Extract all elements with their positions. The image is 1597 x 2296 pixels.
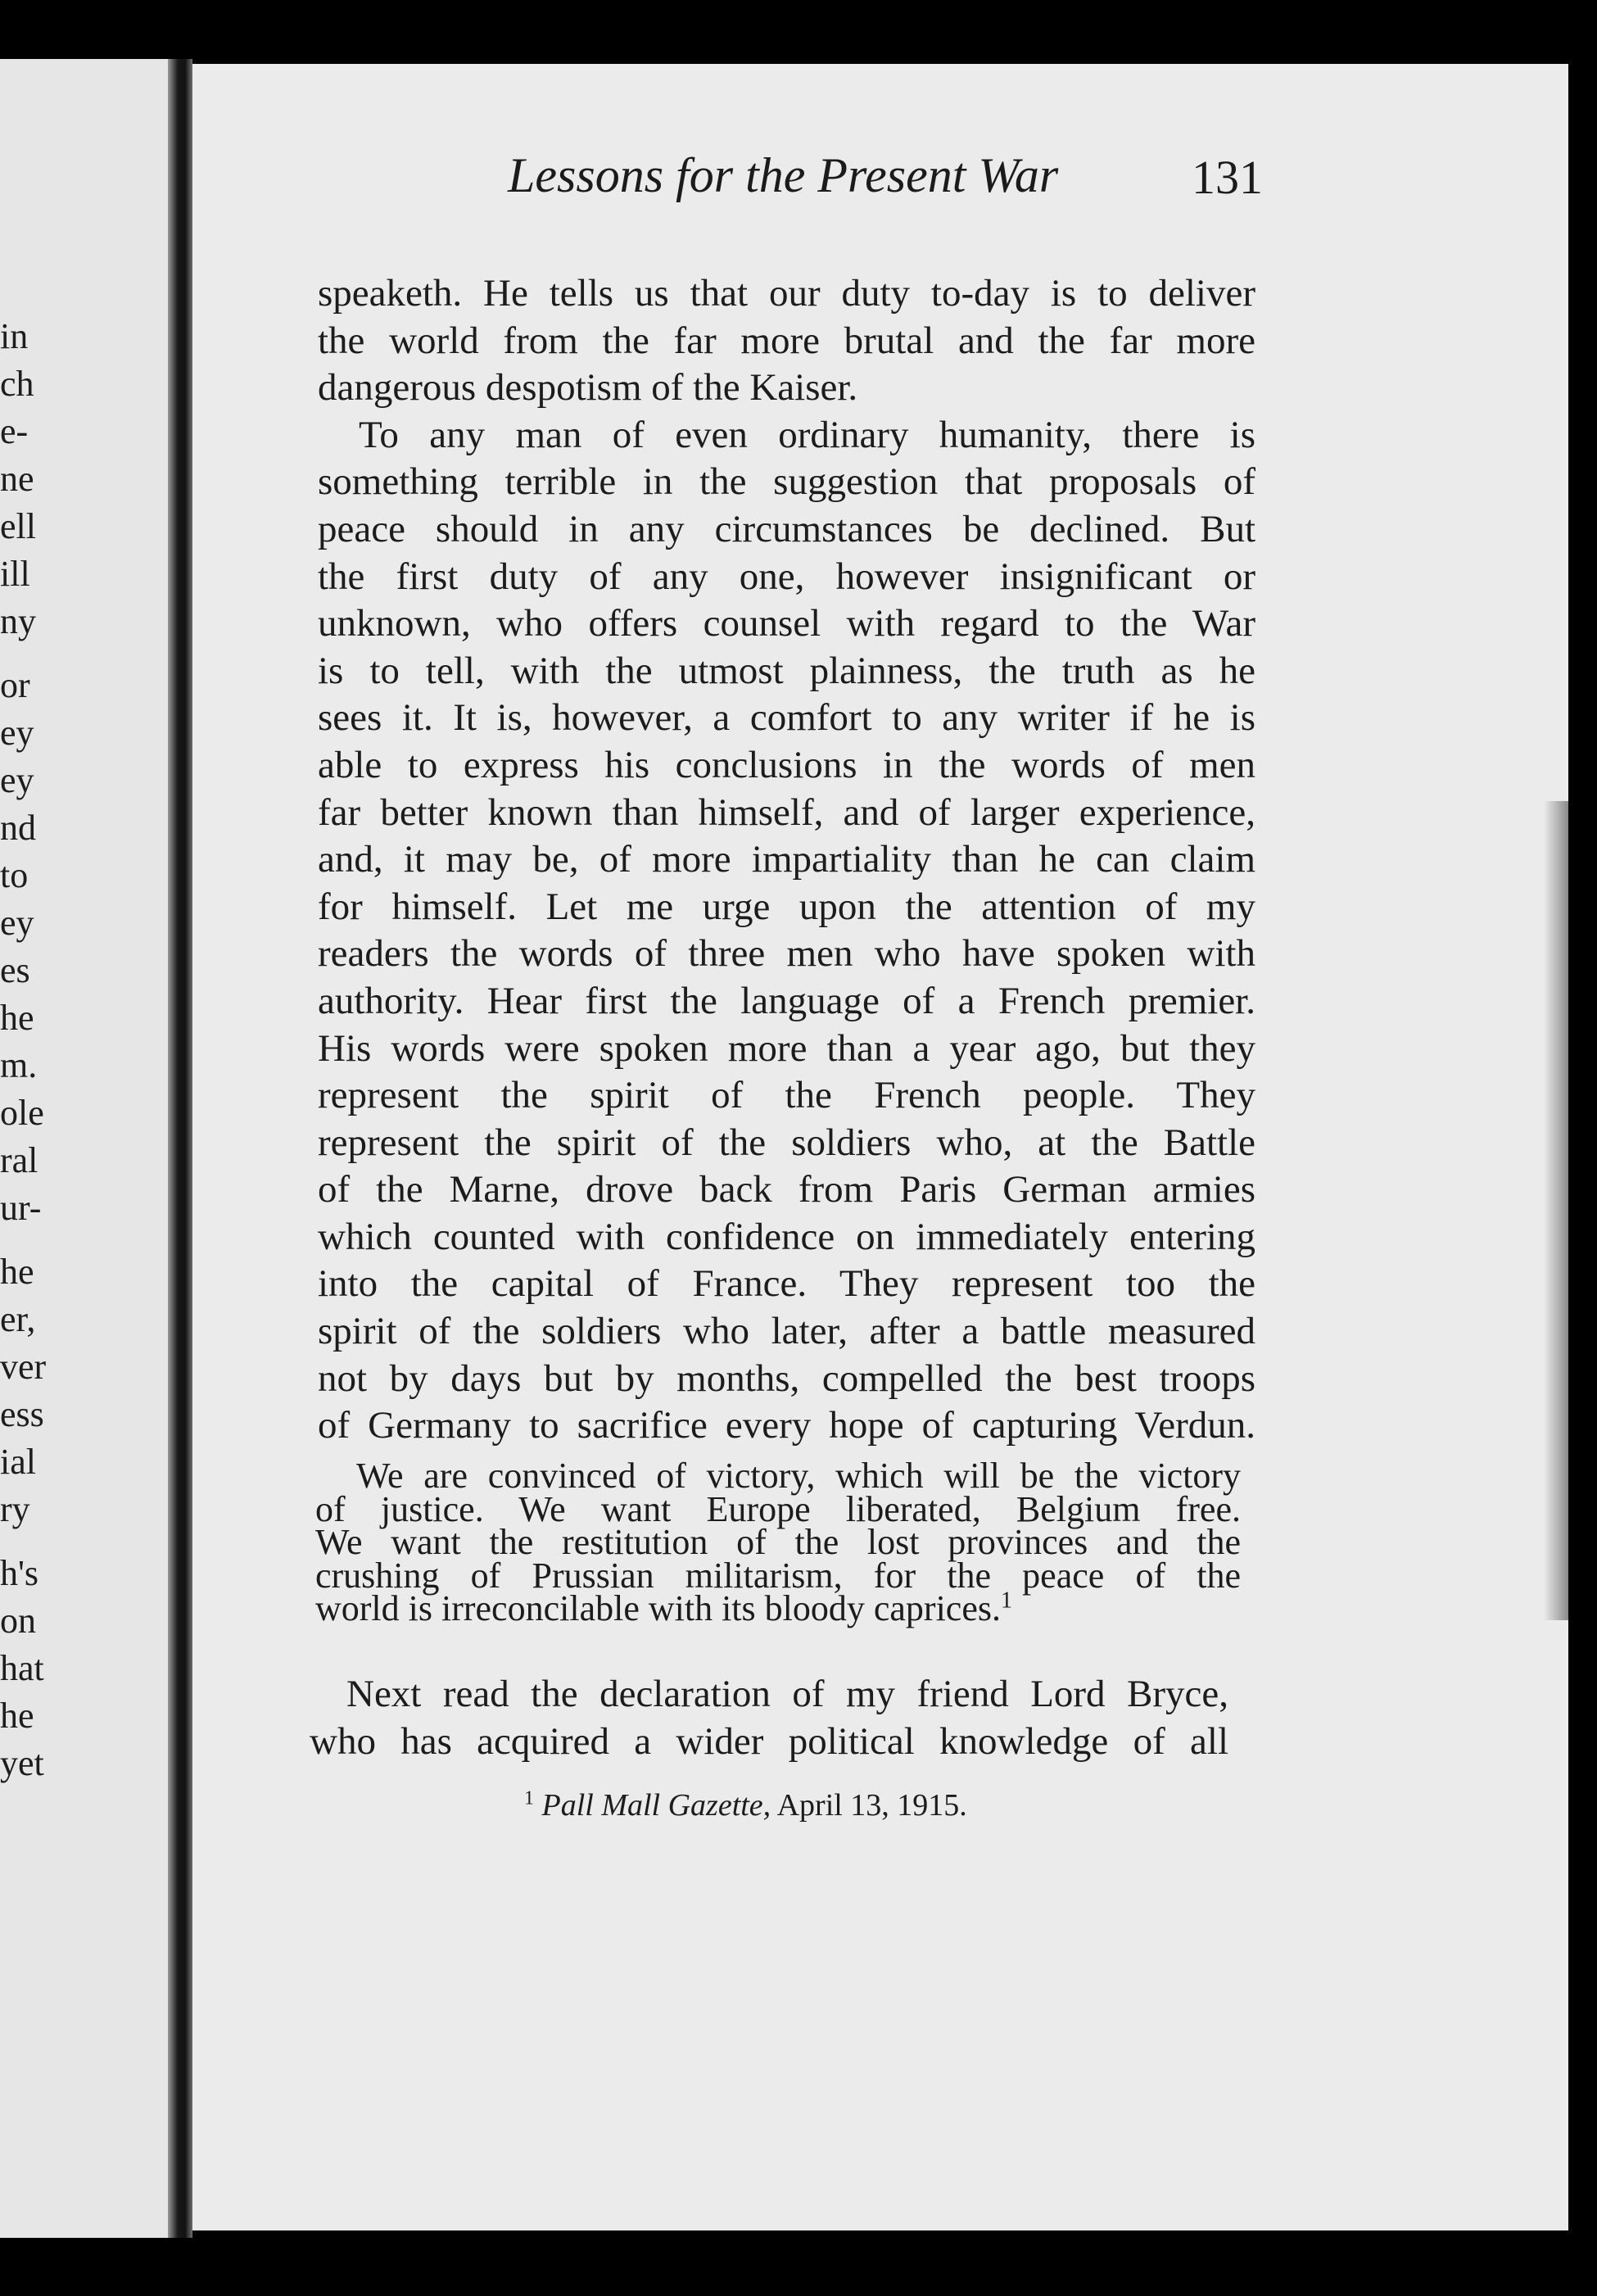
text-line: the first duty of any one, however insignificant or	[318, 555, 1255, 598]
left-page-fragment: to	[0, 855, 29, 895]
left-page-fragment: he	[0, 1252, 34, 1292]
footnote	[524, 1787, 967, 1823]
quote-line-text: world is irreconcilable with its bloody caprices.	[315, 1588, 1001, 1628]
left-page-fragment: ral	[0, 1140, 38, 1180]
footnote-source: Pall Mall Gazette,	[541, 1788, 771, 1823]
text-line: represent the spirit of the French people. They	[318, 1074, 1255, 1117]
footnote-date: April 13, 1915.	[776, 1788, 967, 1823]
left-page-fragment: ur-	[0, 1188, 42, 1228]
left-page-fragment: es	[0, 950, 30, 990]
text-line: the world from the far more brutal and the far more	[318, 319, 1255, 362]
left-page-text-fragments	[0, 313, 168, 1787]
text-line: is to tell, with the utmost plainness, the truth as he	[318, 649, 1255, 692]
text-line: and, it may be, of more impartiality than he can claim	[318, 838, 1255, 881]
running-head: Lessons for the Present War	[508, 148, 1059, 202]
left-page-fragment: ell	[0, 506, 36, 546]
text-line: who has acquired a wider political knowledge of all	[310, 1719, 1228, 1763]
left-page-fragment: on	[0, 1601, 36, 1641]
left-page-fragment: ver	[0, 1347, 47, 1387]
text-line: To any man of even ordinary humanity, there is	[359, 413, 1255, 456]
left-page-fragment: ole	[0, 1093, 44, 1133]
text-line: not by days but by months, compelled the best troops	[318, 1356, 1255, 1400]
text-line: Next read the declaration of my friend Lord Bryce,	[346, 1673, 1228, 1715]
quote-line: of justice. We want Europe liberated, Belgium free.	[315, 1488, 1241, 1529]
footnote-reference: 1	[1001, 1587, 1012, 1614]
left-page-fragment: nd	[0, 808, 36, 848]
left-page-fragment: he	[0, 1696, 34, 1736]
quote-line: crushing of Prussian militarism, for the peace of the	[315, 1555, 1241, 1596]
continuation-text	[310, 1671, 1228, 1765]
left-page-fragment: he	[0, 998, 34, 1038]
left-page-fragment: ch	[0, 364, 34, 404]
text-line: of the Marne, drove back from Paris German armies	[318, 1168, 1255, 1211]
left-page-fragment	[0, 1533, 168, 1550]
left-page-fragment	[0, 645, 168, 662]
left-page-fragment: m.	[0, 1045, 38, 1085]
footnote-marker: 1	[524, 1787, 534, 1809]
page-edge-shadow	[1544, 801, 1568, 1620]
left-page-fragment: ey	[0, 903, 34, 943]
block-quote	[315, 1456, 1241, 1628]
text-line: which counted with confidence on immediately entering	[318, 1215, 1255, 1258]
left-page-fragment: e-	[0, 411, 29, 451]
text-line: speaketh. He tells us that our duty to-day is to deliver	[318, 272, 1255, 315]
quote-line-last	[315, 1587, 1241, 1628]
text-line: dangerous despotism of the Kaiser.	[318, 366, 858, 410]
left-page-fragment: or	[0, 665, 30, 705]
left-page-fragment: hat	[0, 1648, 44, 1688]
page-number: 131	[1192, 151, 1263, 204]
text-line: sees it. It is, however, a comfort to any writer if he is	[318, 696, 1255, 740]
text-line: able to express his conclusions in the words of men	[318, 743, 1255, 786]
text-line: peace should in any circumstances be declined. But	[318, 507, 1255, 550]
left-page-fragment: yet	[0, 1743, 44, 1783]
book-gutter	[168, 59, 192, 2238]
left-page-fragment: ill	[0, 554, 30, 594]
left-page-fragment: ny	[0, 601, 36, 641]
text-line: for himself. Let me urge upon the attention of my	[318, 885, 1255, 928]
left-page-fragment: h's	[0, 1553, 39, 1593]
left-facing-page	[0, 59, 168, 2238]
left-page-fragment	[0, 1232, 168, 1248]
text-line: readers the words of three men who have spoken with	[318, 932, 1255, 976]
text-line: of Germany to sacrifice every hope of capturing Verdun.	[318, 1404, 1255, 1447]
text-line: something terrible in the suggestion that proposals of	[318, 460, 1255, 504]
left-page-fragment: ey	[0, 713, 34, 753]
text-line: His words were spoken more than a year ago, but they	[318, 1026, 1255, 1070]
quote-line: We want the restitution of the lost provinces and the	[315, 1522, 1241, 1562]
text-line: spirit of the soldiers who later, after a battle measured	[318, 1310, 1255, 1353]
left-page-fragment: ess	[0, 1394, 44, 1434]
text-line: represent the spirit of the soldiers who, at the Battle	[318, 1121, 1255, 1164]
left-page-fragment: ne	[0, 459, 34, 499]
text-line: far better known than himself, and of larger experience,	[318, 790, 1255, 834]
quote-line: We are convinced of victory, which will be the victory	[356, 1456, 1241, 1496]
left-page-fragment: ial	[0, 1442, 36, 1482]
left-page-fragment: ey	[0, 760, 34, 800]
main-text	[318, 270, 1255, 1450]
text-line: authority. Hear first the language of a French premier.	[318, 979, 1255, 1022]
text-line: unknown, who offers counsel with regard to the War	[318, 602, 1255, 645]
left-page-fragment: in	[0, 316, 29, 356]
left-page-fragment: er,	[0, 1299, 36, 1339]
left-page-fragment: ry	[0, 1489, 30, 1529]
text-line: into the capital of France. They represent too the	[318, 1262, 1255, 1306]
